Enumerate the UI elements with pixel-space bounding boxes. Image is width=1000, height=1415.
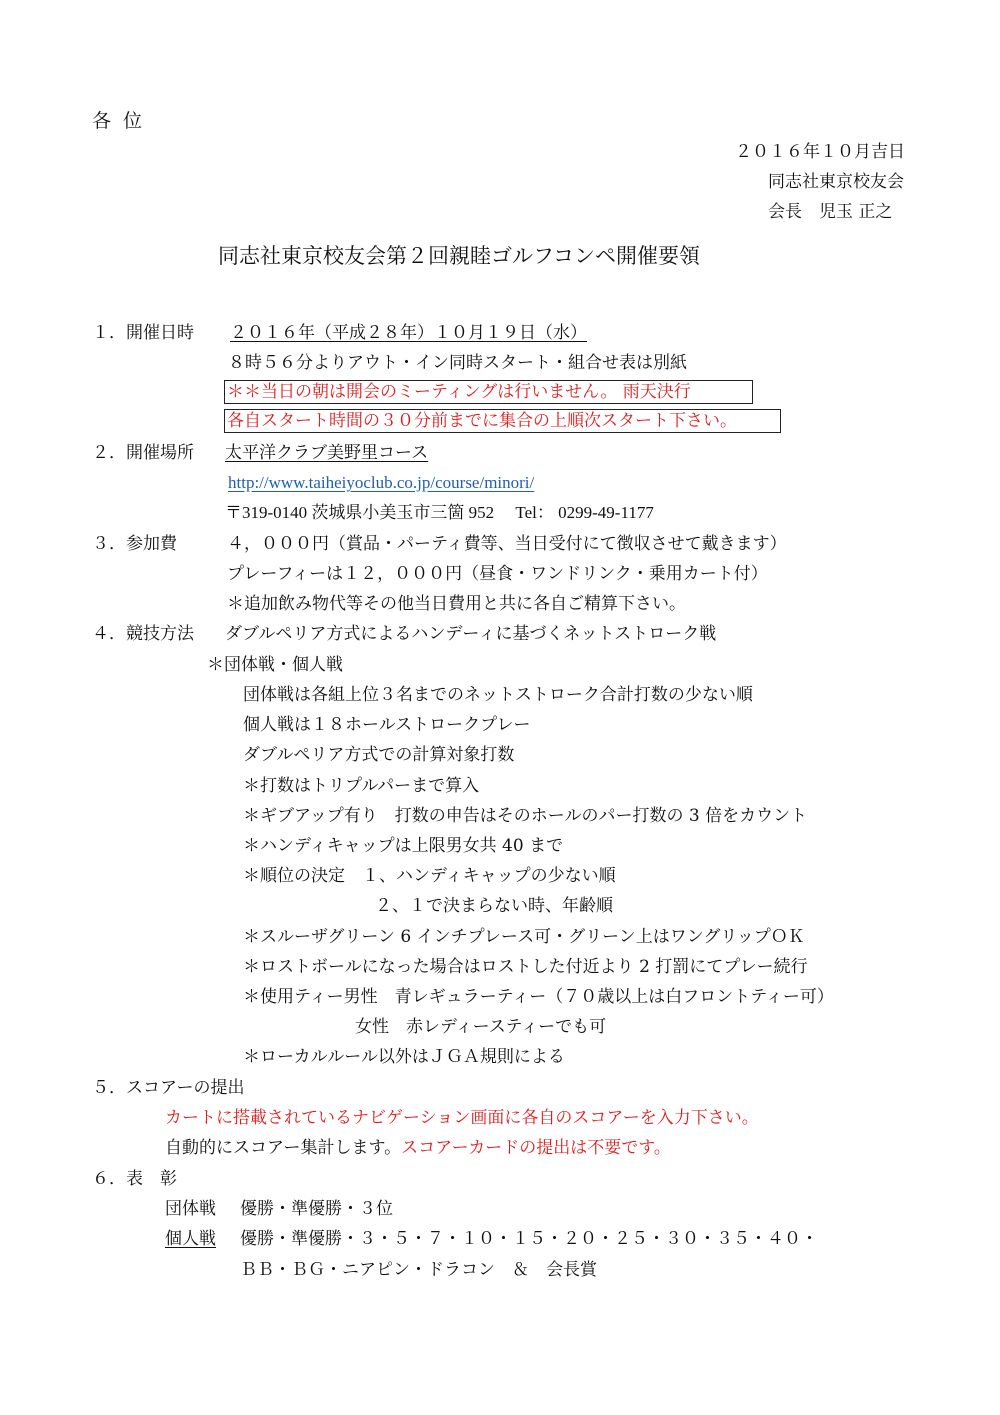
team-awards-label: 団体戦 bbox=[165, 1199, 216, 1219]
rule-item: 個人戦は１８ホールストロークプレー bbox=[243, 715, 531, 735]
section-6-label: ６．表 彰 bbox=[92, 1169, 177, 1189]
competition-method: ダブルペリア方式によるハンデーィに基づくネットストローク戦 bbox=[225, 624, 717, 644]
rule-item: ２、１で決まらない時、年齢順 bbox=[375, 896, 613, 916]
scorecard-not-required: スコアーカードの提出は不要です。 bbox=[401, 1138, 671, 1158]
individual-special-awards: ＢＢ・ＢＧ・ニアピン・ドラコン ＆ 会長賞 bbox=[240, 1260, 597, 1280]
signatory: 会長 児玉 正之 bbox=[768, 202, 893, 222]
participation-fee: ４，０００円（賞品・パーティ費等、当日受付にて徴収させて戴きます） bbox=[227, 534, 787, 554]
section-1-label: １．開催日時 bbox=[92, 323, 194, 343]
score-submission-instruction: カートに搭載されているナビゲーション画面に各自のスコアーを入力下さい。 bbox=[165, 1108, 759, 1128]
rule-item: 女性 赤レディースティーでも可 bbox=[355, 1017, 607, 1037]
rule-item: ＊スルーザグリーン 6 インチプレース可・グリーン上はワングリップＯＫ bbox=[243, 927, 805, 947]
rule-item: ＊ギブアップ有り 打数の申告はそのホールのパー打数の 3 倍をカウント bbox=[243, 806, 808, 826]
section-5-label: ５．スコアーの提出 bbox=[92, 1078, 245, 1098]
rule-item: 団体戦は各組上位３名までのネットストローク合計打数の少ない順 bbox=[243, 685, 753, 705]
rule-item: ＊ローカルルール以外はＪＧＡ規則による bbox=[243, 1047, 565, 1067]
fee-note: ＊追加飲み物代等その他当日費用と共に各自ご精算下さい。 bbox=[227, 594, 686, 614]
venue-address: 〒319-0140 茨城県小美玉市三箇 952 Tel： 0299-49-1177 bbox=[225, 503, 654, 522]
notice-arrival: 各自スタート時間の３０分前までに集合の上順次スタート下さい。 bbox=[224, 409, 781, 433]
score-auto-tally-text: 自動的にスコアー集計します。 bbox=[165, 1138, 402, 1158]
play-fee: プレーフィーは１２，０００円（昼食・ワンドリンク・乗用カート付） bbox=[227, 564, 768, 584]
rule-item: ＊ハンディキャップは上限男女共 40 まで bbox=[243, 836, 564, 856]
notice-no-meeting: ＊＊当日の朝は開会のミーティングは行いません。 雨天決行 bbox=[224, 380, 753, 404]
section-2-label: ２．開催場所 bbox=[92, 443, 194, 463]
document-title: 同志社東京校友会第２回親睦ゴルフコンペ開催要領 bbox=[218, 244, 700, 268]
addressee: 各 位 bbox=[92, 110, 146, 132]
issue-date: ２０１６年１０月吉日 bbox=[735, 142, 905, 162]
score-auto-tally bbox=[165, 1137, 671, 1159]
venue-url-link[interactable]: http://www.taiheiyoclub.co.jp/course/minori/ bbox=[228, 473, 535, 492]
rule-item: ＊使用ティー男性 青レギュラーティー（７０歳以上は白フロントティー可） bbox=[243, 987, 834, 1007]
team-awards: 優勝・準優勝・３位 bbox=[240, 1199, 393, 1219]
section-4-label: ４．競技方法 bbox=[92, 624, 194, 644]
individual-awards: 優勝・準優勝・３・５・７・１０・１５・２０・２５・３０・３５・４０・ bbox=[240, 1229, 818, 1249]
start-time-line: ８時５６分よりアウト・イン同時スタート・組合せ表は別紙 bbox=[228, 353, 687, 373]
venue-name: 太平洋クラブ美野里コース bbox=[225, 443, 429, 463]
individual-awards-label: 個人戦 bbox=[165, 1229, 216, 1249]
section-3-label: ３．参加費 bbox=[92, 534, 177, 554]
rule-item: ＊順位の決定 １、ハンディキャップの少ない順 bbox=[243, 866, 616, 886]
organization-name: 同志社東京校友会 bbox=[768, 172, 904, 192]
event-date: ２０１６年（平成２８年）１０月１９日（水） bbox=[230, 323, 587, 343]
rule-item: ＊打数はトリプルパーまで算入 bbox=[243, 776, 480, 796]
competition-subheading: ＊団体戦・個人戦 bbox=[207, 655, 343, 675]
rule-item: ＊ロストボールになった場合はロストした付近より 2 打罰にてプレー続行 bbox=[243, 957, 808, 977]
rule-item: ダブルペリア方式での計算対象打数 bbox=[243, 745, 515, 765]
